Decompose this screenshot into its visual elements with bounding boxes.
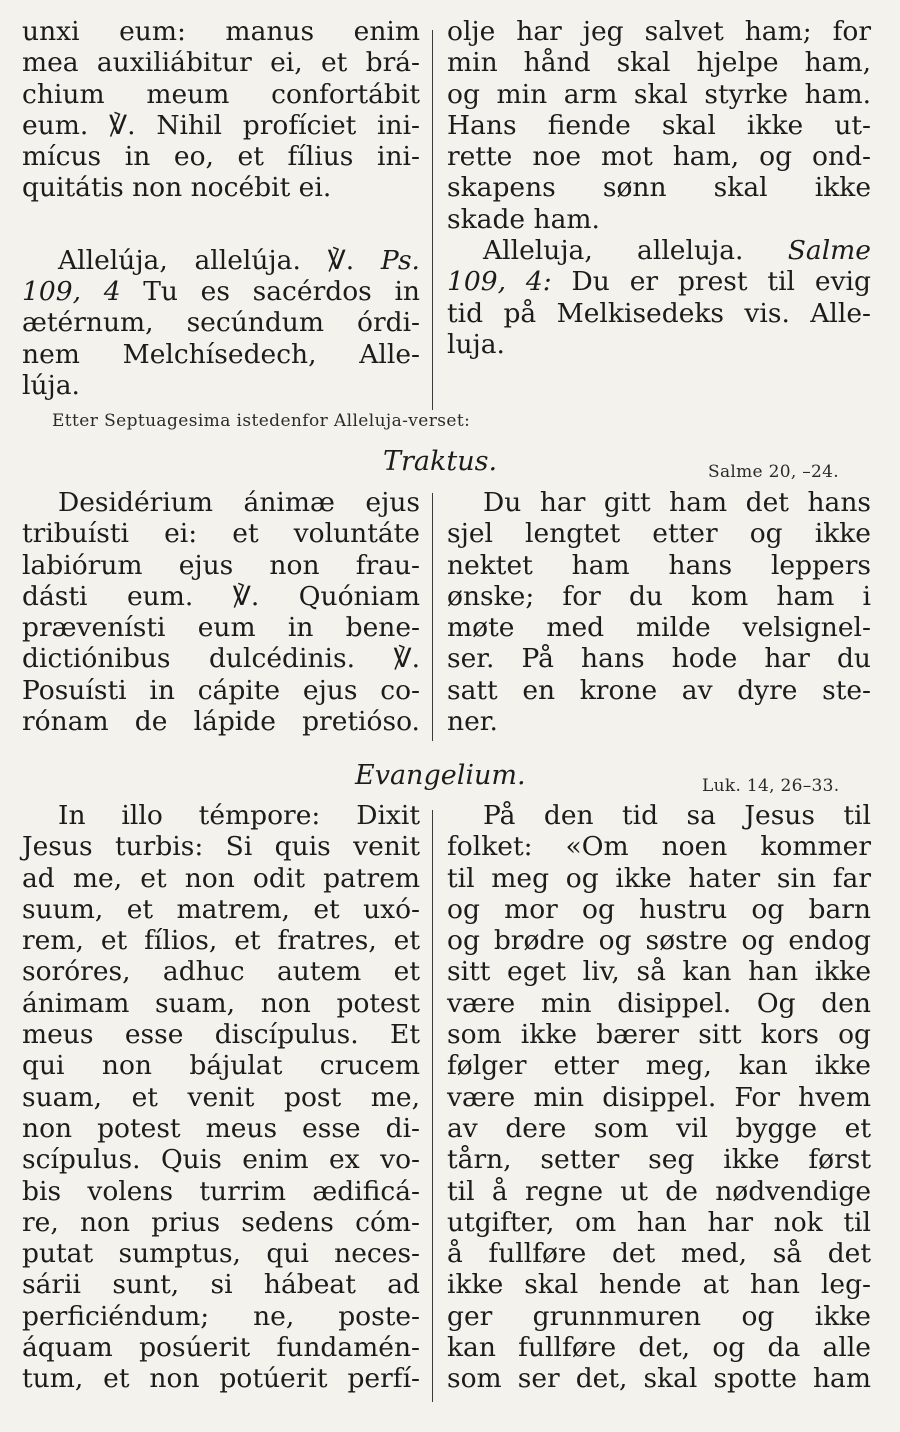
text-line: mícus in eo, et fílius ini- — [22, 141, 420, 173]
text-line: rette noe mot ham, og ond- — [447, 141, 871, 173]
text-line: sjel lengtet etter og ikke — [447, 518, 871, 550]
text-line: áquam posúerit fundamén- — [22, 1332, 420, 1364]
text-line: rem, et fílios, et fratres, et — [22, 925, 420, 957]
verse-latin — [22, 16, 420, 204]
text-line: møte med milde velsignel- — [447, 612, 871, 644]
rubric-note: Etter Septuagesima istedenfor Alleluja-verset: — [52, 411, 471, 431]
text-line: suam, et venit post me, — [22, 1081, 420, 1113]
latin-column — [22, 16, 420, 401]
tract-latin — [22, 487, 420, 737]
text-line: skapens sønn skal ikke — [447, 172, 871, 204]
text-line: unxi eum: manus enim — [22, 16, 420, 47]
text-line: kan fullføre det, og da alle — [447, 1332, 871, 1364]
text-line: være min disippel. Og den — [447, 987, 871, 1019]
alleluia-norwegian-line: luja. — [447, 328, 505, 360]
text-line: Desidérium ánimæ ejus — [58, 487, 420, 518]
text-line: dásti eum. ℣. Quóniam — [22, 580, 420, 612]
text-line: ønske; for du kom ham i — [447, 580, 871, 612]
text-line: ánimam suam, non potest — [22, 987, 420, 1019]
alleluia-latin-line: 109, 4 Tu es sacérdos in — [22, 276, 420, 308]
column-divider — [432, 810, 433, 1402]
alleluia-norwegian-line: tid på Melkisedeks vis. Alle- — [447, 297, 871, 329]
text-line: ger grunnmuren og ikke — [447, 1300, 871, 1332]
text-line: eum. ℣. Nihil profíciet ini- — [22, 109, 420, 141]
text-line: Hans fiende skal ikke ut- — [447, 109, 871, 141]
text-line: være min disippel. For hvem — [447, 1081, 871, 1113]
text-line: ser. På hans hode har du — [447, 643, 871, 675]
norwegian-column — [447, 16, 871, 360]
text-line: olje har jeg salvet ham; for — [447, 16, 871, 47]
text-line: mea auxiliábitur ei, et brá- — [22, 47, 420, 79]
text-line: til å regne ut de nødvendige — [447, 1175, 871, 1207]
tract-norwegian — [447, 487, 871, 737]
text-line: På den tid sa Jesus til — [483, 800, 871, 831]
text-line: putat sumptus, qui neces- — [22, 1238, 420, 1270]
gospel-heading: Evangelium. — [355, 760, 526, 791]
alleluia-latin-line: nem Melchísedech, Alle- — [22, 338, 420, 370]
gospel-section — [0, 800, 900, 1400]
text-line: folket: «Om noen kommer — [447, 831, 871, 863]
text-line: re, non prius sedens cóm- — [22, 1206, 420, 1238]
text-line: Posuísti in cápite ejus co- — [22, 674, 420, 706]
text-line: å fullføre det med, så det — [447, 1238, 871, 1270]
text-line: ad me, et non odit patrem — [22, 862, 420, 894]
text-line: utgifter, om han har nok til — [447, 1206, 871, 1238]
gospel-reference: Luk. 14, 26–33. — [702, 776, 840, 796]
text-line: tum, et non potúerit perfí- — [22, 1363, 420, 1395]
text-line: av dere som vil bygge et — [447, 1112, 871, 1144]
text-line: prævenísti eum in bene- — [22, 612, 420, 644]
text-line: sárii sunt, si hábeat ad — [22, 1269, 420, 1301]
text-line: non potest meus esse di- — [22, 1112, 420, 1144]
text-line: chium meum confortábit — [22, 78, 420, 110]
text-line: qui non bájulat crucem — [22, 1050, 420, 1082]
alleluia-latin — [22, 245, 420, 401]
text-line: Jesus turbis: Si quis venit — [22, 831, 420, 863]
tract-reference: Salme 20, –24. — [708, 462, 839, 482]
verse-norwegian — [447, 16, 871, 235]
text-line: suum, et matrem, et uxó- — [22, 893, 420, 925]
alleluia-latin-line: lúja. — [22, 369, 80, 401]
text-line: In illo témpore: Dixit — [58, 800, 420, 831]
text-line: skade ham. — [447, 203, 600, 235]
alleluia-norwegian-line: 109, 4: Du er prest til evig — [447, 266, 871, 298]
column-divider — [432, 30, 433, 410]
alleluia-norwegian — [447, 235, 871, 360]
text-line: ikke skal hende at han leg- — [447, 1269, 871, 1301]
text-line: og min arm skal styrke ham. — [447, 78, 871, 110]
text-line: bis volens turrim ædificá- — [22, 1175, 420, 1207]
column-divider — [432, 493, 433, 741]
text-line: tårn, setter seg ikke først — [447, 1144, 871, 1176]
text-line: tribuísti ei: et voluntáte — [22, 518, 420, 550]
text-line: quitátis non nocébit ei. — [22, 172, 332, 204]
gospel-norwegian — [447, 800, 871, 1395]
tract-section — [0, 487, 900, 747]
text-line: Du har gitt ham det hans — [483, 487, 871, 518]
text-line: ner. — [447, 706, 498, 738]
text-line: nektet ham hans leppers — [447, 549, 871, 581]
text-line: og mor og hustru og barn — [447, 893, 871, 925]
text-line: meus esse discípulus. Et — [22, 1019, 420, 1051]
alleluia-latin-line: Allelúja, allelúja. ℣. Ps. — [58, 244, 420, 276]
text-line: scípulus. Quis enim ex vo- — [22, 1144, 420, 1176]
text-line: soróres, adhuc autem et — [22, 956, 420, 988]
tract-heading: Traktus. — [383, 446, 498, 477]
text-line: min hånd skal hjelpe ham, — [447, 47, 871, 79]
text-line: satt en krone av dyre ste- — [447, 674, 871, 706]
text-line: dictiónibus dulcédinis. ℣. — [22, 643, 420, 675]
text-line: som ikke bærer sitt kors og — [447, 1019, 871, 1051]
text-line: labiórum ejus non frau- — [22, 549, 420, 581]
alleluia-norwegian-line: Alleluja, alleluja. Salme — [483, 235, 871, 267]
alleluia-latin-line: ætérnum, secúndum órdi- — [22, 307, 420, 339]
text-line: perficiéndum; ne, poste- — [22, 1300, 420, 1332]
text-line: til meg og ikke hater sin far — [447, 862, 871, 894]
text-line: rónam de lápide pretióso. — [22, 706, 420, 738]
text-line: følger etter meg, kan ikke — [447, 1050, 871, 1082]
text-line: sitt eget liv, så kan han ikke — [447, 956, 871, 988]
text-line: og brødre og søstre og endog — [447, 925, 871, 957]
alleluia-section — [0, 16, 900, 401]
text-line: som ser det, skal spotte ham — [447, 1363, 871, 1395]
gospel-latin — [22, 800, 420, 1395]
